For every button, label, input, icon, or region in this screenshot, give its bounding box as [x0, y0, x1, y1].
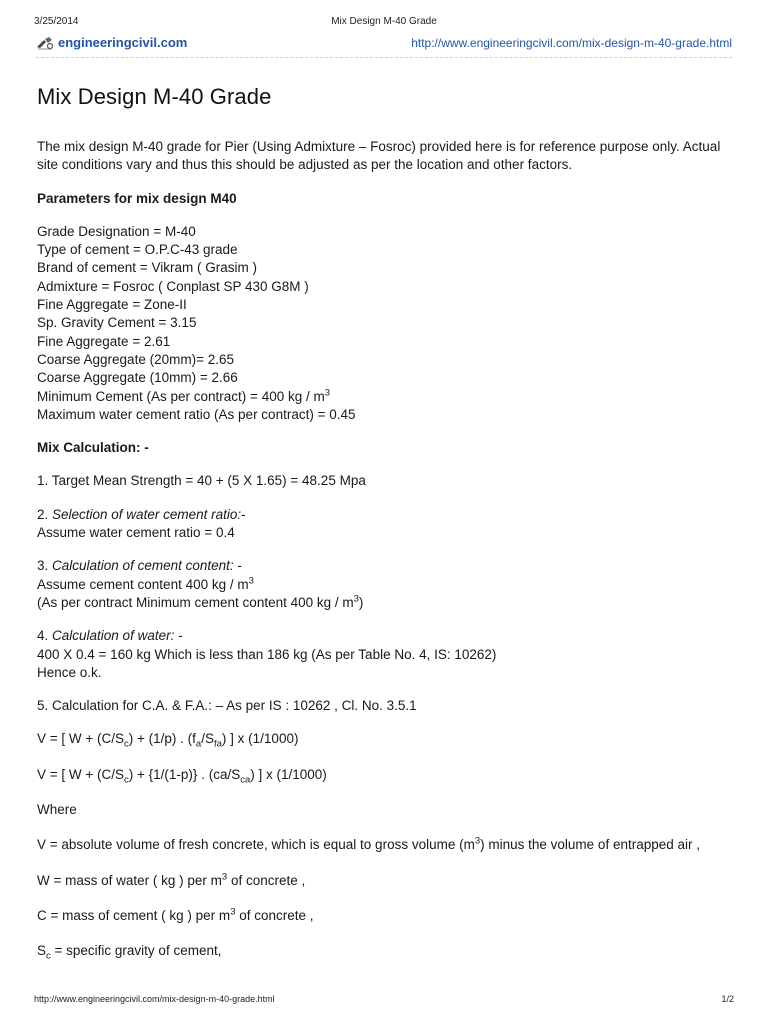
definition-w: W = mass of water ( kg ) per $m^3$ of concrete , [37, 871, 306, 888]
step-5: 5. Calculation for C.A. & F.A.: – As per IS : 10262 , Cl. No. 3.5.1 [37, 698, 417, 714]
params-heading: Parameters for mix design M40 [37, 190, 237, 206]
param-item: Admixture = Fosroc ( Conplast SP 430 G8M ) [37, 278, 309, 294]
site-logo[interactable] [36, 35, 187, 50]
definition-c: C = mass of cement ( kg ) per $m^3$ of concrete , [37, 906, 314, 923]
print-header [34, 16, 734, 30]
definition-v: V = absolute volume of fresh concrete, which is equal to gross volume $(m^3)$ minus the volume of entrapped air , [37, 835, 701, 853]
definition-sc: $S_c$ = specific gravity of cement, [37, 943, 222, 962]
calc-heading: Mix Calculation: - [37, 440, 149, 456]
footer-url: http://www.engineeringcivil.com/mix-design-m-40-grade.html [34, 994, 275, 1004]
where-label: Where [37, 802, 77, 818]
param-min-cement: Minimum Cement (As per contract) = 400 kg / $m^3$ [37, 387, 331, 404]
article-body [37, 82, 738, 976]
article-title: Mix Design M-40 Grade [37, 84, 272, 109]
print-title: Mix Design M-40 Grade [331, 16, 437, 27]
param-item: Sp. Gravity Cement = 3.15 [37, 315, 197, 331]
step-2: 2. Selection of water cement ratio:- Assume water cement ratio = 0.4 [37, 506, 246, 541]
step-3: 3. Calculation of cement content: - Assume cement content 400 kg / $m^3$ (As per contract Minimum cement content 400 kg / $m^3$) [37, 558, 364, 610]
params-list [37, 223, 738, 424]
step-4: 4. Calculation of water: - 400 X 0.4 = 160 kg Which is less than 186 kg (As per Table No. 4, IS: 10262) Hence o.k. [37, 628, 497, 680]
page-number: 1/2 [721, 994, 734, 1004]
header-divider [36, 57, 732, 58]
print-footer [34, 994, 734, 1006]
param-item: Grade Designation = M-40 [37, 223, 196, 239]
site-name: engineeringcivil.com [58, 35, 188, 50]
param-item: Brand of cement = Vikram ( Grasim ) [37, 260, 257, 276]
param-item: Coarse Aggregate (10mm) = 2.66 [37, 370, 238, 386]
site-url-link[interactable]: http://www.engineeringcivil.com/mix-design-m-40-grade.html [411, 36, 732, 50]
param-item: Fine Aggregate = Zone-II [37, 297, 187, 313]
param-max-wc: Maximum water cement ratio (As per contract) = 0.45 [37, 406, 356, 422]
param-item: Fine Aggregate = 2.61 [37, 333, 171, 349]
engineering-logo-icon [36, 36, 54, 50]
site-bar [36, 34, 732, 52]
param-item: Type of cement = O.P.C-43 grade [37, 242, 238, 258]
step-1: 1. Target Mean Strength = 40 + (5 X 1.65) = 48.25 Mpa [37, 473, 366, 489]
intro-paragraph: The mix design M-40 grade for Pier (Using Admixture – Fosroc) provided here is for reference purpose only. Actual site conditions vary and thus this should be adjusted as per the location and other factors. [37, 139, 721, 173]
equation-fa: V = [ $W + (C/S_c) + (1/p)$ . $(f_a/S_{fa})$ ] x (1/1000) [37, 731, 299, 751]
equation-ca: V = [ $W + (C/S_c) + \{1/(1-p)\}$ . $(ca/S_{ca})$ ] x (1/1000) [37, 766, 327, 786]
print-date: 3/25/2014 [34, 16, 79, 27]
param-item: Coarse Aggregate (20mm)= 2.65 [37, 351, 234, 367]
